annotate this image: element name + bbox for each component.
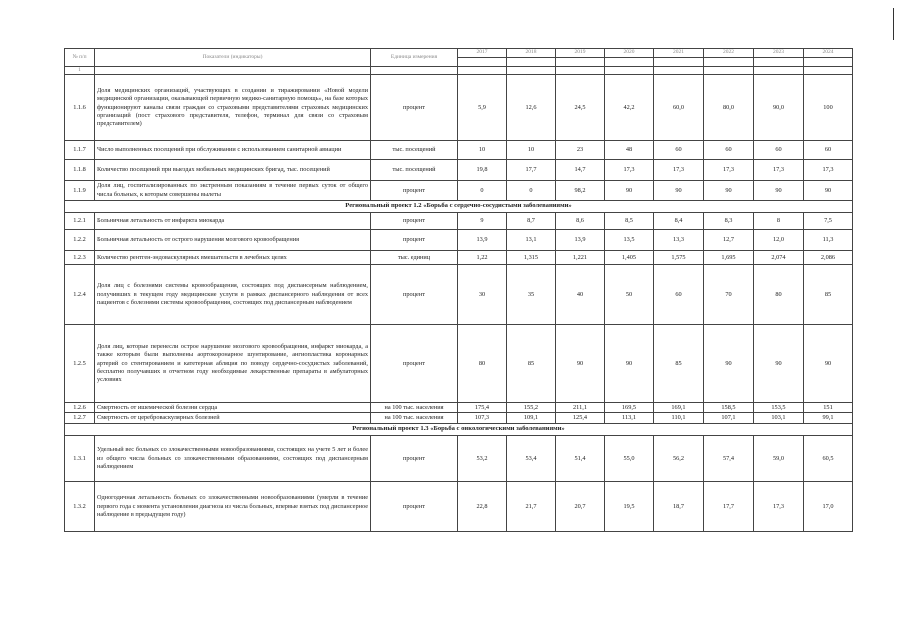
- value-cell: 12,0: [754, 230, 804, 251]
- table-row: [65, 181, 853, 201]
- row-number: 1.2.3: [65, 251, 95, 265]
- value-cell: 8,7: [507, 213, 556, 230]
- value-cell: 90,0: [754, 75, 804, 141]
- value-cell: 90: [654, 181, 704, 201]
- value-cell: 51,4: [556, 436, 605, 482]
- value-cell: 23: [556, 141, 605, 160]
- table-body: [65, 49, 853, 532]
- value-cell: 17,3: [754, 160, 804, 181]
- value-cell: 30: [458, 265, 507, 325]
- value-cell: 57,4: [704, 436, 754, 482]
- row-number: 1.2.2: [65, 230, 95, 251]
- header-year: 2022: [704, 49, 754, 58]
- table-row: [65, 436, 853, 482]
- value-cell: 24,5: [556, 75, 605, 141]
- unit-cell: процент: [371, 265, 458, 325]
- value-cell: 17,7: [507, 160, 556, 181]
- section-title: Региональный проект 1.2 «Борьба с сердечно-сосудистыми заболеваниями»: [65, 201, 853, 213]
- value-cell: 90: [704, 325, 754, 403]
- row-number: 1.1.9: [65, 181, 95, 201]
- row-number: 1.2.6: [65, 403, 95, 413]
- header-year: 2024: [804, 49, 853, 58]
- table-row: [65, 213, 853, 230]
- value-cell: 8,6: [556, 213, 605, 230]
- value-cell: 40: [556, 265, 605, 325]
- value-cell: 17,3: [605, 160, 654, 181]
- column-index-cell: [507, 67, 556, 75]
- value-cell: 0: [507, 181, 556, 201]
- value-cell: 9: [458, 213, 507, 230]
- value-cell: 107,1: [704, 413, 754, 424]
- section-header-row: [65, 424, 853, 436]
- value-cell: 53,4: [507, 436, 556, 482]
- value-cell: 113,1: [605, 413, 654, 424]
- value-cell: 175,4: [458, 403, 507, 413]
- value-cell: 8,3: [704, 213, 754, 230]
- value-cell: 48: [605, 141, 654, 160]
- row-number: 1.2.5: [65, 325, 95, 403]
- row-number: 1.1.8: [65, 160, 95, 181]
- value-cell: 1,695: [704, 251, 754, 265]
- value-cell: 60: [804, 141, 853, 160]
- column-index-cell: [704, 67, 754, 75]
- column-index-row: [65, 67, 853, 75]
- value-cell: 13,3: [654, 230, 704, 251]
- value-cell: 55,0: [605, 436, 654, 482]
- value-cell: 70: [704, 265, 754, 325]
- row-number: 1.3.2: [65, 482, 95, 532]
- unit-cell: процент: [371, 325, 458, 403]
- unit-cell: процент: [371, 213, 458, 230]
- value-cell: 103,1: [754, 413, 804, 424]
- value-cell: 22,8: [458, 482, 507, 532]
- unit-cell: тыс. посещений: [371, 160, 458, 181]
- column-index-cell: [371, 67, 458, 75]
- value-cell: 125,4: [556, 413, 605, 424]
- value-cell: 60,0: [654, 75, 704, 141]
- value-cell: 13,5: [605, 230, 654, 251]
- value-cell: 2,074: [754, 251, 804, 265]
- value-cell: 90: [605, 181, 654, 201]
- unit-cell: процент: [371, 230, 458, 251]
- header-row: [65, 49, 853, 58]
- value-cell: 13,9: [556, 230, 605, 251]
- value-cell: 1,221: [556, 251, 605, 265]
- value-cell: 60: [654, 265, 704, 325]
- value-cell: 169,5: [605, 403, 654, 413]
- row-number: 1.1.7: [65, 141, 95, 160]
- value-cell: 14,7: [556, 160, 605, 181]
- header-name: Показатели (индикаторы): [95, 49, 371, 67]
- table-row: [65, 251, 853, 265]
- value-cell: 56,2: [654, 436, 704, 482]
- page-edge-mark: [893, 8, 894, 40]
- indicator-name: Число выполненных посещений при обслуживании с использованием санитарной авиации: [95, 141, 371, 160]
- indicator-name: Количество рентген-эндоваскулярных вмешательств в лечебных целях: [95, 251, 371, 265]
- value-cell: 13,1: [507, 230, 556, 251]
- header-sub-cell: [804, 58, 853, 67]
- column-index-cell: [556, 67, 605, 75]
- header-year: 2018: [507, 49, 556, 58]
- unit-cell: на 100 тыс. населения: [371, 413, 458, 424]
- value-cell: 20,7: [556, 482, 605, 532]
- value-cell: 59,0: [754, 436, 804, 482]
- value-cell: 19,5: [605, 482, 654, 532]
- value-cell: 8: [754, 213, 804, 230]
- value-cell: 17,0: [804, 482, 853, 532]
- value-cell: 60,5: [804, 436, 853, 482]
- value-cell: 17,3: [654, 160, 704, 181]
- value-cell: 2,086: [804, 251, 853, 265]
- value-cell: 53,2: [458, 436, 507, 482]
- value-cell: 17,7: [704, 482, 754, 532]
- value-cell: 90: [605, 325, 654, 403]
- indicator-name: Доля лиц, госпитализированных по экстренным показаниям в течение первых суток от общего числа больных, к которым совершены вылеты: [95, 181, 371, 201]
- value-cell: 1,575: [654, 251, 704, 265]
- column-index-cell: [458, 67, 507, 75]
- row-number: 1.3.1: [65, 436, 95, 482]
- column-index-cell: [754, 67, 804, 75]
- unit-cell: на 100 тыс. населения: [371, 403, 458, 413]
- header-sub-cell: [704, 58, 754, 67]
- value-cell: 109,1: [507, 413, 556, 424]
- value-cell: 100: [804, 75, 853, 141]
- header-year: 2019: [556, 49, 605, 58]
- value-cell: 60: [654, 141, 704, 160]
- header-year: 2017: [458, 49, 507, 58]
- value-cell: 90: [754, 325, 804, 403]
- value-cell: 169,1: [654, 403, 704, 413]
- value-cell: 1,22: [458, 251, 507, 265]
- section-title: Региональный проект 1.3 «Борьба с онкологическими заболеваниями»: [65, 424, 853, 436]
- unit-cell: процент: [371, 482, 458, 532]
- row-number: 1.2.1: [65, 213, 95, 230]
- value-cell: 8,5: [605, 213, 654, 230]
- header-sub-cell: [507, 58, 556, 67]
- indicators-table: [64, 48, 853, 532]
- value-cell: 12,7: [704, 230, 754, 251]
- value-cell: 7,5: [804, 213, 853, 230]
- unit-cell: тыс. единиц: [371, 251, 458, 265]
- column-index-cell: [654, 67, 704, 75]
- value-cell: 35: [507, 265, 556, 325]
- table-row: [65, 141, 853, 160]
- value-cell: 12,6: [507, 75, 556, 141]
- value-cell: 153,5: [754, 403, 804, 413]
- value-cell: 80: [458, 325, 507, 403]
- value-cell: 0: [458, 181, 507, 201]
- unit-cell: тыс. посещений: [371, 141, 458, 160]
- header-year: 2021: [654, 49, 704, 58]
- indicator-name: Смертность от цереброваскулярных болезней: [95, 413, 371, 424]
- column-index: 1: [65, 67, 95, 75]
- value-cell: 42,2: [605, 75, 654, 141]
- value-cell: 18,7: [654, 482, 704, 532]
- value-cell: 90: [804, 325, 853, 403]
- row-number: 1.2.7: [65, 413, 95, 424]
- value-cell: 60: [754, 141, 804, 160]
- value-cell: 99,1: [804, 413, 853, 424]
- table-row: [65, 265, 853, 325]
- value-cell: 60: [704, 141, 754, 160]
- value-cell: 90: [556, 325, 605, 403]
- value-cell: 80: [754, 265, 804, 325]
- header-no: № п/п: [65, 49, 95, 67]
- value-cell: 85: [654, 325, 704, 403]
- indicator-name: Больничная летальность от острого нарушения мозгового кровообращения: [95, 230, 371, 251]
- value-cell: 19,8: [458, 160, 507, 181]
- indicator-name: Доля лиц с болезнями системы кровообращения, состоящих под диспансерным наблюдением, получивших в текущем году медицинские услуги в рамках диспансерного наблюдения от всех пациентов с болезнями системы кровообращения, состоящих под диспансерным наблюдением: [95, 265, 371, 325]
- unit-cell: процент: [371, 75, 458, 141]
- value-cell: 13,9: [458, 230, 507, 251]
- value-cell: 80,0: [704, 75, 754, 141]
- value-cell: 50: [605, 265, 654, 325]
- header-sub-cell: [605, 58, 654, 67]
- value-cell: 151: [804, 403, 853, 413]
- value-cell: 17,3: [754, 482, 804, 532]
- value-cell: 1,315: [507, 251, 556, 265]
- header-sub-cell: [556, 58, 605, 67]
- indicator-name: Количество посещений при выездах мобильных медицинских бригад, тыс. посещений: [95, 160, 371, 181]
- value-cell: 85: [507, 325, 556, 403]
- unit-cell: процент: [371, 181, 458, 201]
- indicator-name: Доля медицинских организаций, участвующих в создании и тиражировании «Новой модели медицинской организации, оказывающей первичную медико-санитарную помощь», на базе которых функционируют каналы связи граждан со страховыми представителями страховых медицинских организаций (пост страхового представителя, телефон, терминал для связи со страховым представителем): [95, 75, 371, 141]
- value-cell: 10: [458, 141, 507, 160]
- unit-cell: процент: [371, 436, 458, 482]
- value-cell: 17,3: [804, 160, 853, 181]
- value-cell: 85: [804, 265, 853, 325]
- table-row: [65, 482, 853, 532]
- value-cell: 98,2: [556, 181, 605, 201]
- value-cell: 90: [754, 181, 804, 201]
- value-cell: 11,3: [804, 230, 853, 251]
- value-cell: 158,5: [704, 403, 754, 413]
- value-cell: 21,7: [507, 482, 556, 532]
- column-index-cell: [804, 67, 853, 75]
- value-cell: 110,1: [654, 413, 704, 424]
- indicator-name: Удельный вес больных со злокачественными новообразованиями, состоящих на учете 5 лет и более из общего числа больных со злокачественными образованиями, состоящих под диспансерным наблюдением: [95, 436, 371, 482]
- value-cell: 1,405: [605, 251, 654, 265]
- header-year: 2020: [605, 49, 654, 58]
- section-header-row: [65, 201, 853, 213]
- value-cell: 90: [704, 181, 754, 201]
- indicator-name: Одногодичная летальность больных со злокачественными новообразованиями (умерли в течение первого года с момента установления диагноза из числа больных, впервые взятых под диспансерное наблюдение в предыдущем году): [95, 482, 371, 532]
- header-year: 2023: [754, 49, 804, 58]
- indicator-name: Больничная летальность от инфаркта миокарда: [95, 213, 371, 230]
- value-cell: 155,2: [507, 403, 556, 413]
- table-row: [65, 325, 853, 403]
- column-index-cell: [95, 67, 371, 75]
- column-index-cell: [605, 67, 654, 75]
- table-row: [65, 75, 853, 141]
- row-number: 1.1.6: [65, 75, 95, 141]
- table-row: [65, 160, 853, 181]
- value-cell: 5,9: [458, 75, 507, 141]
- header-sub-cell: [458, 58, 507, 67]
- value-cell: 17,3: [704, 160, 754, 181]
- value-cell: 211,1: [556, 403, 605, 413]
- value-cell: 10: [507, 141, 556, 160]
- table-row: [65, 413, 853, 424]
- indicator-name: Доля лиц, которые перенесли острое нарушение мозгового кровообращения, инфаркт миокарда, а также которым были выполнены аортокоронарное шунтирование, ангиопластика коронарных артерий со стентированием и катетерная абляция по поводу сердечно-сосудистых заболеваний, бесплатно получавших в отчетном году необходимые лекарственные препараты в амбулаторных условиях: [95, 325, 371, 403]
- table-row: [65, 230, 853, 251]
- value-cell: 8,4: [654, 213, 704, 230]
- header-sub-cell: [754, 58, 804, 67]
- row-number: 1.2.4: [65, 265, 95, 325]
- indicator-name: Смертность от ишемической болезни сердца: [95, 403, 371, 413]
- value-cell: 107,3: [458, 413, 507, 424]
- table-row: [65, 403, 853, 413]
- header-sub-cell: [654, 58, 704, 67]
- value-cell: 90: [804, 181, 853, 201]
- header-unit: Единица измерения: [371, 49, 458, 67]
